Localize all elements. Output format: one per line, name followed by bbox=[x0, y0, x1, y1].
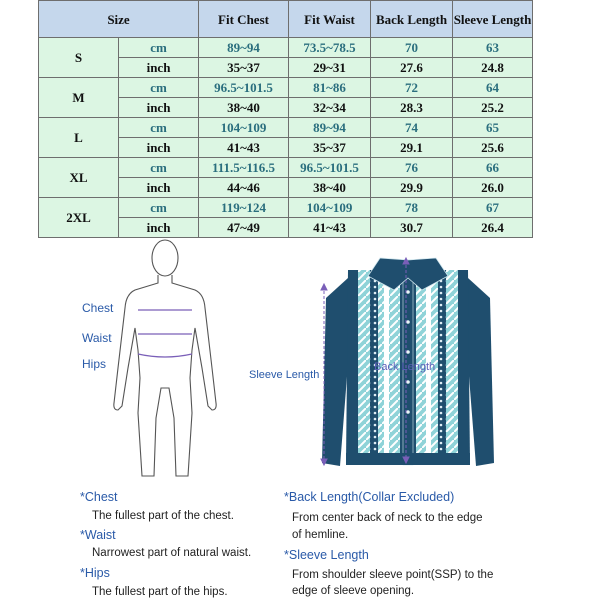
desc-waist-title: *Waist bbox=[80, 528, 116, 542]
chest-cell: 104~109 bbox=[199, 118, 289, 138]
unit-cell: inch bbox=[119, 138, 199, 158]
waist-cell: 81~86 bbox=[289, 78, 371, 98]
chest-cell: 44~46 bbox=[199, 178, 289, 198]
desc-hips-title: *Hips bbox=[80, 566, 110, 580]
sleeve-length-cell: 65 bbox=[453, 118, 533, 138]
back-length-cell: 30.7 bbox=[371, 218, 453, 238]
body-label-chest: Chest bbox=[82, 301, 114, 315]
header-sleeve-length: Sleeve Length bbox=[453, 1, 533, 38]
back-length-cell: 29.1 bbox=[371, 138, 453, 158]
table-row bbox=[39, 78, 533, 98]
back-length-cell: 29.9 bbox=[371, 178, 453, 198]
waist-cell: 96.5~101.5 bbox=[289, 158, 371, 178]
back-length-cell: 70 bbox=[371, 38, 453, 58]
table-header-row bbox=[39, 1, 533, 38]
unit-cell: cm bbox=[119, 198, 199, 218]
body-label-hips: Hips bbox=[82, 357, 107, 371]
sleeve-length-cell: 24.8 bbox=[453, 58, 533, 78]
desc-waist-text: Narrowest part of natural waist. bbox=[92, 547, 252, 559]
header-back-length: Back Length bbox=[371, 1, 453, 38]
figure-body bbox=[114, 275, 216, 476]
unit-cell: cm bbox=[119, 78, 199, 98]
unit-cell: cm bbox=[119, 158, 199, 178]
waist-cell: 32~34 bbox=[289, 98, 371, 118]
header-fit-chest: Fit Chest bbox=[199, 1, 289, 38]
body-label-waist: Waist bbox=[82, 331, 112, 345]
chest-cell: 38~40 bbox=[199, 98, 289, 118]
chest-cell: 119~124 bbox=[199, 198, 289, 218]
hips-line bbox=[138, 354, 192, 357]
sleeve-length-cell: 25.2 bbox=[453, 98, 533, 118]
desc-chest-title: *Chest bbox=[80, 490, 118, 504]
sleeve-length-cell: 26.4 bbox=[453, 218, 533, 238]
table-row bbox=[39, 198, 533, 218]
unit-cell: inch bbox=[119, 178, 199, 198]
unit-cell: inch bbox=[119, 98, 199, 118]
table-row bbox=[39, 158, 533, 178]
sleeve-length-cell: 26.0 bbox=[453, 178, 533, 198]
sleeve-length-cell: 67 bbox=[453, 198, 533, 218]
back-length-cell: 76 bbox=[371, 158, 453, 178]
waist-cell: 104~109 bbox=[289, 198, 371, 218]
size-cell: L bbox=[39, 118, 119, 158]
table-row bbox=[39, 38, 533, 58]
sleeve-length-cell: 66 bbox=[453, 158, 533, 178]
table-row bbox=[39, 118, 533, 138]
desc-back-title: *Back Length(Collar Excluded) bbox=[284, 490, 455, 504]
waist-cell: 73.5~78.5 bbox=[289, 38, 371, 58]
unit-cell: inch bbox=[119, 58, 199, 78]
sleeve-length-cell: 64 bbox=[453, 78, 533, 98]
size-cell: XL bbox=[39, 158, 119, 198]
desc-sleeve-text-1: From shoulder sleeve point(SSP) to the bbox=[292, 569, 494, 581]
back-length-cell: 72 bbox=[371, 78, 453, 98]
sleeve-length-cell: 63 bbox=[453, 38, 533, 58]
garment-label-back-length: Back Length bbox=[374, 361, 436, 373]
chest-cell: 89~94 bbox=[199, 38, 289, 58]
waist-cell: 41~43 bbox=[289, 218, 371, 238]
right-sleeve bbox=[466, 278, 494, 466]
desc-chest-text: The fullest part of the chest. bbox=[92, 510, 234, 522]
chest-cell: 47~49 bbox=[199, 218, 289, 238]
waist-cell: 29~31 bbox=[289, 58, 371, 78]
back-length-cell: 27.6 bbox=[371, 58, 453, 78]
size-chart-table bbox=[38, 0, 533, 238]
desc-sleeve-title: *Sleeve Length bbox=[284, 548, 369, 562]
desc-sleeve-text-2: edge of sleeve opening. bbox=[292, 585, 415, 597]
sleeve-length-cell: 25.6 bbox=[453, 138, 533, 158]
chest-cell: 111.5~116.5 bbox=[199, 158, 289, 178]
figure-head bbox=[152, 240, 178, 276]
size-cell: S bbox=[39, 38, 119, 78]
left-sleeve bbox=[322, 278, 350, 466]
back-length-cell: 74 bbox=[371, 118, 453, 138]
size-cell: M bbox=[39, 78, 119, 118]
chest-cell: 41~43 bbox=[199, 138, 289, 158]
unit-cell: cm bbox=[119, 38, 199, 58]
size-cell: 2XL bbox=[39, 198, 119, 238]
back-length-cell: 78 bbox=[371, 198, 453, 218]
unit-cell: cm bbox=[119, 118, 199, 138]
desc-back-text-1: From center back of neck to the edge bbox=[292, 512, 483, 524]
header-fit-waist: Fit Waist bbox=[289, 1, 371, 38]
garment-label-sleeve-length: Sleeve Length bbox=[249, 369, 320, 381]
back-length-cell: 28.3 bbox=[371, 98, 453, 118]
header-size: Size bbox=[39, 1, 199, 38]
unit-cell: inch bbox=[119, 218, 199, 238]
body-figure bbox=[100, 238, 230, 483]
waist-cell: 35~37 bbox=[289, 138, 371, 158]
waist-cell: 89~94 bbox=[289, 118, 371, 138]
chest-cell: 96.5~101.5 bbox=[199, 78, 289, 98]
desc-hips-text: The fullest part of the hips. bbox=[92, 586, 228, 598]
chest-cell: 35~37 bbox=[199, 58, 289, 78]
waist-cell: 38~40 bbox=[289, 178, 371, 198]
desc-back-text-2: of hemline. bbox=[292, 529, 349, 541]
